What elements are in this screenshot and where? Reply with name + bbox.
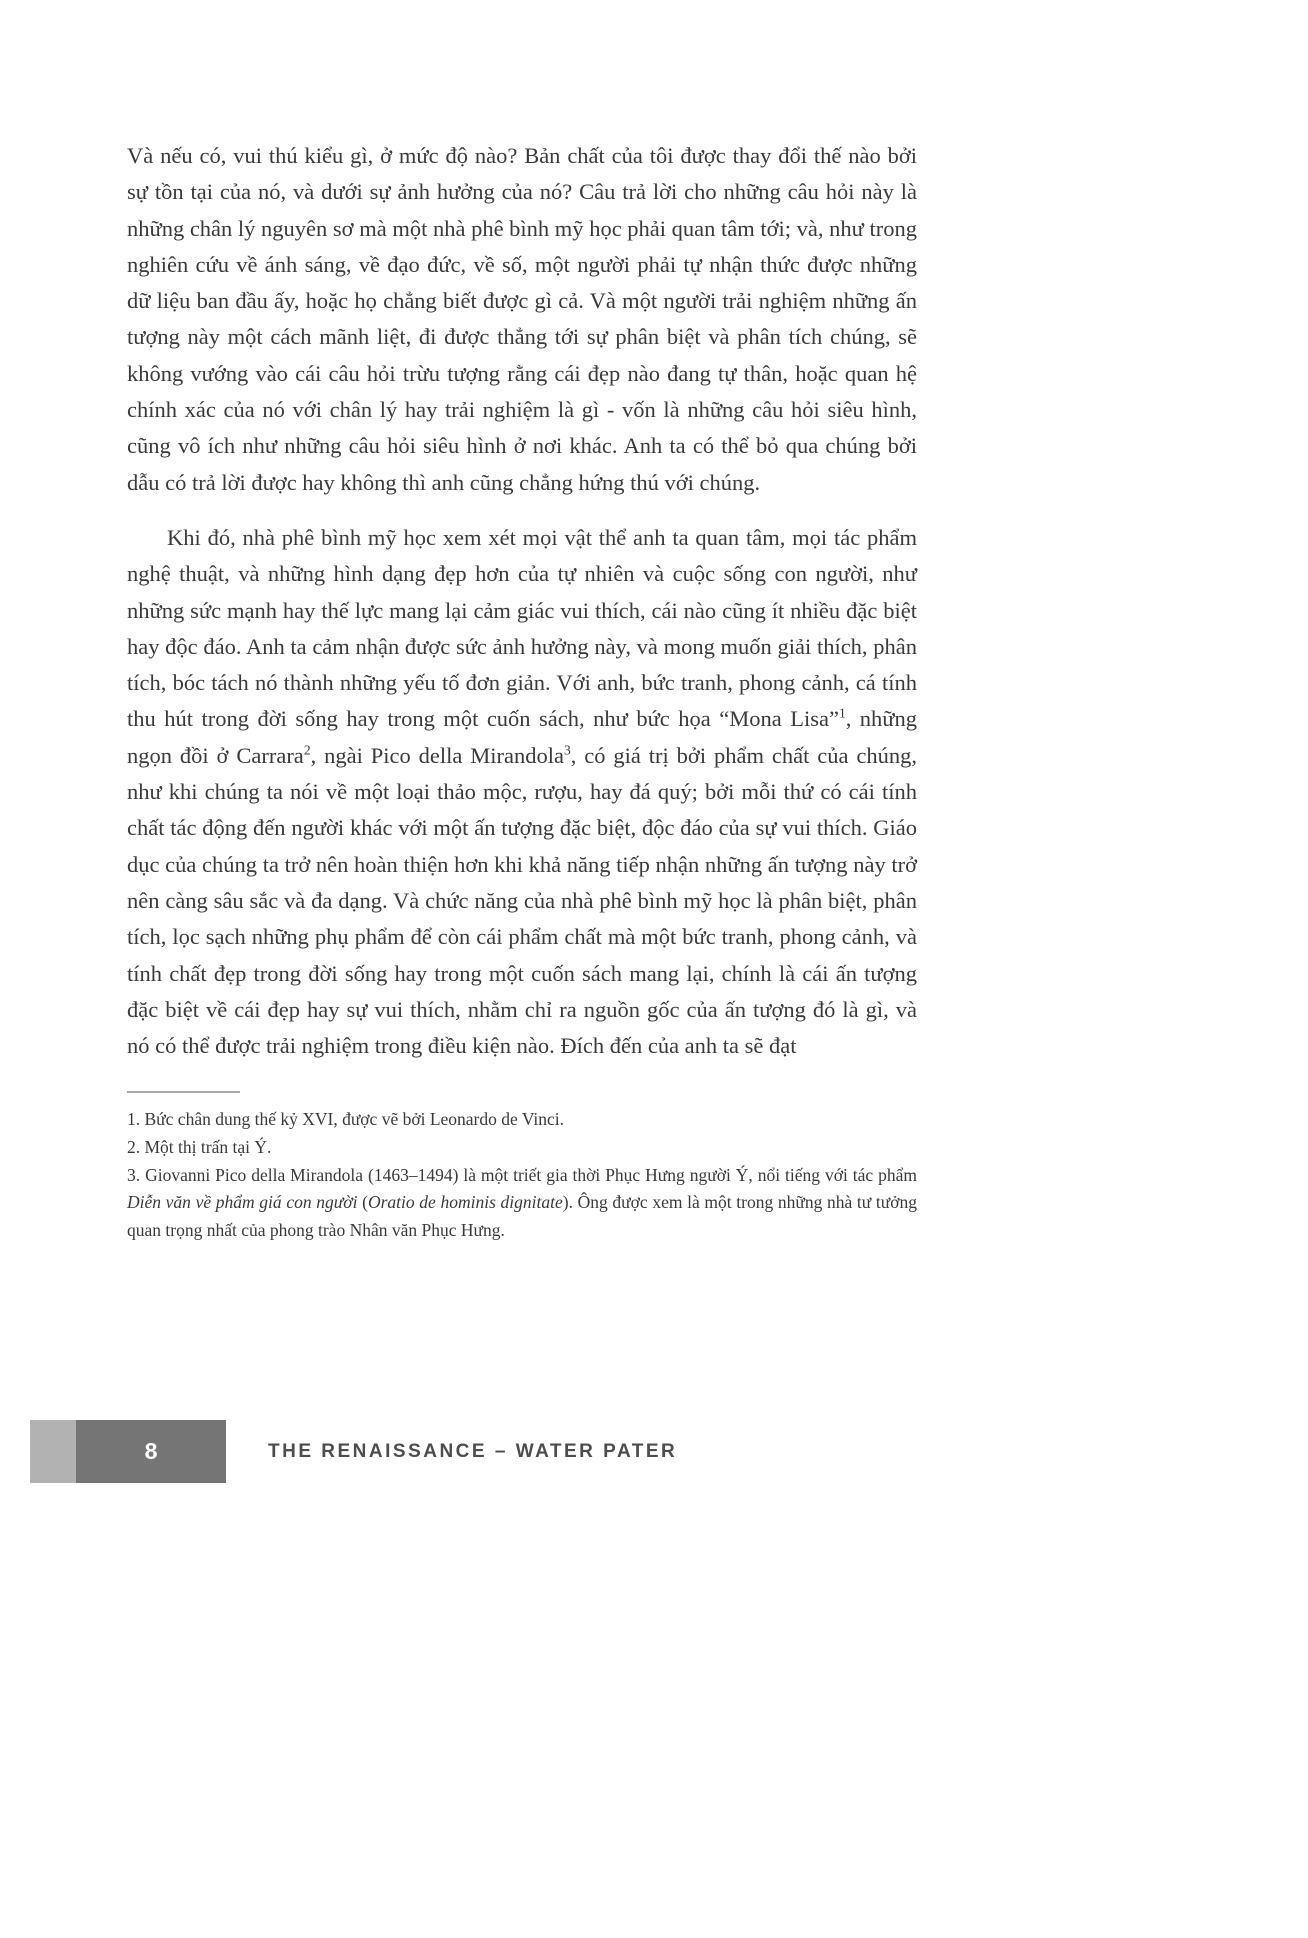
footnote-item bbox=[127, 1162, 917, 1245]
footnote-item bbox=[127, 1106, 917, 1134]
text-run: , có giá trị bởi phẩm chất của chúng, như khi chúng ta nói về một loại thảo mộc, rượu, hay đá quý; bởi mỗi thứ có cái tính chất tác động đến người khác với một ấn tượng đặc biệt, độc đáo của sự vui thích. Giáo dục của chúng ta trở nên hoàn thiện hơn khi khả năng tiếp nhận những ấn tượng này trở nên càng sâu sắc và đa dạng. Và chức năng của nhà phê bình mỹ học là phân biệt, phân tích, lọc sạch những phụ phẩm để còn cái phẩm chất mà một bức tranh, phong cảnh, và tính chất đẹp trong đời sống hay trong một cuốn sách mang lại, chính là cái ấn tượng đặc biệt về cái đẹp hay sự vui thích, nhằm chỉ ra nguồn gốc của ấn tượng đó là gì, và nó có thể được trải nghiệm trong điều kiện nào. Đích đến của anh ta sẽ đạt bbox=[127, 742, 917, 1059]
text-run: Khi đó, nhà phê bình mỹ học xem xét mọi vật thể anh ta quan tâm, mọi tác phẩm nghệ thuật, và những hình dạng đẹp hơn của tự nhiên và cuộc sống con người, như những sức mạnh hay thế lực mang lại cảm giác vui thích, cái nào cũng ít nhiều đặc biệt hay độc đáo. Anh ta cảm nhận được sức ảnh hưởng này, và mong muốn giải thích, phân tích, bóc tách nó thành những yếu tố đơn giản. Với anh, bức tranh, phong cảnh, cá tính thu hút trong đời sống hay trong một cuốn sách, như bức họa “Mona Lisa” bbox=[127, 524, 917, 732]
text-run: 3. Giovanni Pico della Mirandola (1463–1494) là một triết gia thời Phục Hưng người Ý, nổi tiếng với tác phẩm bbox=[127, 1164, 917, 1185]
page-content bbox=[127, 138, 917, 1244]
page-number-block bbox=[76, 1420, 226, 1483]
page-footer bbox=[0, 1420, 1308, 1483]
text-run: , những ngọn đồi ở Carrara bbox=[127, 706, 917, 768]
footer-accent-block bbox=[30, 1420, 76, 1483]
footnote-ref: 2 bbox=[303, 742, 311, 758]
text-run: ( bbox=[357, 1192, 368, 1213]
body-text bbox=[127, 138, 917, 1064]
text-run: 1. Bức chân dung thế kỷ XVI, được vẽ bởi Leonardo de Vinci. bbox=[127, 1109, 565, 1130]
text-run: Và nếu có, vui thú kiểu gì, ở mức độ nào? Bản chất của tôi được thay đổi thế nào bởi sự tồn tại của nó, và dưới sự ảnh hưởng của nó? Câu trả lời cho những câu hỏi này là những chân lý nguyên sơ mà một nhà phê bình mỹ học phải quan tâm tới; và, như trong nghiên cứu về ánh sáng, về đạo đức, về số, một người phải tự nhận thức được những dữ liệu ban đầu ấy, hoặc họ chẳng biết được gì cả. Và một người trải nghiệm những ấn tượng này một cách mãnh liệt, đi được thẳng tới sự phân biệt và phân tích chúng, sẽ không vướng vào cái câu hỏi trừu tượng rằng cái đẹp nào đang tự thân, hoặc quan hệ chính xác của nó với chân lý hay trải nghiệm là gì - vốn là những câu hỏi siêu hình, cũng vô ích như những câu hỏi siêu hình ở nơi khác. Anh ta có thể bỏ qua chúng bởi dẫu có trả lời được hay không thì anh cũng chẳng hứng thú với chúng. bbox=[127, 143, 917, 495]
text-run: 2. Một thị trấn tại Ý. bbox=[127, 1137, 272, 1158]
italic-text: Diễn văn về phẩm giá con người bbox=[127, 1192, 358, 1213]
footnote-separator bbox=[127, 1091, 240, 1093]
running-title: THE RENAISSANCE – WATER PATER bbox=[268, 1440, 678, 1462]
footnote-ref: 3 bbox=[563, 742, 571, 758]
page-number: 8 bbox=[144, 1438, 158, 1464]
paragraph bbox=[127, 138, 917, 501]
text-run: , ngài Pico della Mirandola bbox=[310, 742, 564, 768]
paragraph bbox=[127, 520, 917, 1064]
footnote-item bbox=[127, 1134, 917, 1162]
footnote-ref: 1 bbox=[838, 705, 846, 721]
text-run: ). Ông được xem là một trong những nhà tư tưởng quan trọng nhất của phong trào Nhân văn Phục Hưng. bbox=[127, 1192, 917, 1240]
footnotes-block bbox=[127, 1106, 917, 1244]
italic-text: Oratio de hominis dignitate bbox=[367, 1192, 563, 1213]
